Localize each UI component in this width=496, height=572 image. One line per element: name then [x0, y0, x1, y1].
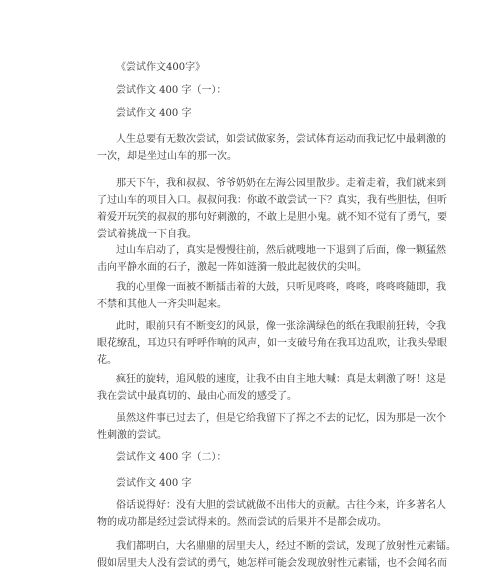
- paragraph: [97, 371, 457, 405]
- paragraph-line: 花。: [97, 355, 117, 366]
- section1-heading: 尝试作文 400 字（一）：: [116, 85, 227, 96]
- paragraph-line: 人生总要有无数次尝试，如尝试做家务，尝试体育运动而我记忆中最刺激的: [116, 134, 446, 145]
- paragraph-line: 击向平静水面的石子，激起一阵如涟漪一般此起彼伏的尖叫。: [97, 262, 367, 273]
- paragraph: [97, 538, 457, 572]
- paragraph-line: 假如居里夫人没有尝试的勇气，她怎样可能会发现放射性元素镭，也不会闻名而: [97, 558, 447, 569]
- paragraph-line: 物的成功都是经过尝试得来的。然而尝试的后果并不是都会成功。: [97, 517, 387, 528]
- section2-subheading: 尝试作文 400 字: [116, 478, 192, 489]
- paragraph-line: 俗话说得好：没有大胆的尝试就做不出伟大的贡献。古往今来，许多著名人: [116, 500, 446, 511]
- paragraph-line: 了过山车的项目入口。叔叔问我：你敢不敢尝试一下？真实，我有些胆怯，但听: [97, 195, 447, 206]
- paragraph-line: 眼花缭乱，耳边只有呼呼作响的风声，如一支破号角在我耳边乱吹，让我头晕眼: [97, 338, 447, 349]
- paragraph: [97, 242, 457, 276]
- section2-heading: 尝试作文 400 字（二）：: [116, 452, 227, 463]
- paragraph: [97, 279, 457, 313]
- paragraph-line: 尝试着挑战一下自我。: [97, 229, 197, 240]
- paragraph-line: 我们都明白，大名鼎鼎的居里夫人，经过不断的尝试，发现了放射性元素镭。: [116, 541, 456, 552]
- section1-subheading: 尝试作文 400 字: [116, 108, 192, 119]
- paragraph-line: 虽然这件事已过去了，但是它给我留下了挥之不去的记忆，因为那是一次个: [116, 413, 446, 424]
- paragraph-line: 一次，却是坐过山车的那一次。: [97, 151, 237, 162]
- paragraph: [97, 175, 457, 243]
- paragraph-line: 我在尝试中最真切的、最由心而发的感受了。: [97, 391, 297, 402]
- paragraph-line: 着爱开玩笑的叔叔的那句好刺激的，不敢上是胆小鬼。就不知不觉有了勇气，要: [97, 212, 447, 223]
- paragraph-line: 性刺激的尝试。: [97, 430, 167, 441]
- document-title: 《尝试作文400字》: [116, 62, 206, 73]
- paragraph-line: 过山车启动了，真实是慢慢往前，然后就嗖地一下退到了后面，像一颗猛然: [116, 245, 446, 256]
- paragraph-line: 我的心里像一面被不断擂击着的大鼓，只听见咚咚，咚咚，咚咚咚随即，我: [116, 282, 446, 293]
- paragraph: [97, 318, 457, 369]
- paragraph: [97, 131, 457, 165]
- paragraph-line: 此时，眼前只有不断变幻的风景，像一张涂满绿色的纸在我眼前狂转，令我: [116, 321, 446, 332]
- paragraph: [97, 497, 457, 531]
- paragraph: [97, 410, 457, 444]
- paragraph-line: 疯狂的旋转，追风般的速度，让我不由自主地大喊：真是太刺激了呀！这是: [116, 374, 446, 385]
- paragraph-line: 那天下午，我和叔叔、爷爷奶奶在左海公园里散步。走着走着，我们就来到: [116, 178, 446, 189]
- paragraph-line: 不禁和其他人一齐尖叫起来。: [97, 299, 227, 310]
